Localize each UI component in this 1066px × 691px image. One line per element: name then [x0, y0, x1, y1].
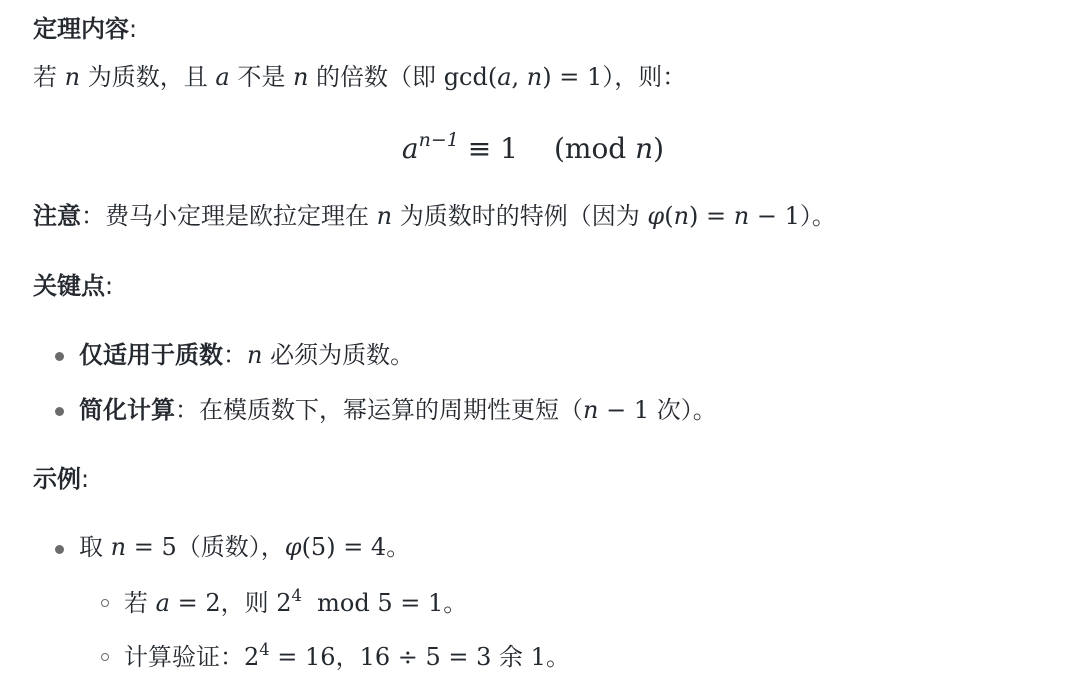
example-text: 若 [124, 589, 156, 618]
example-text: （质数）， [176, 533, 285, 561]
theorem-heading-label: 定理内容 [33, 15, 129, 43]
list-item [79, 531, 410, 565]
math-equals-2: = 2 [169, 589, 221, 618]
math-exponent: 4 [291, 586, 302, 605]
bullet-dot [55, 352, 64, 361]
math-var-a: a [155, 589, 170, 618]
example-label: 示例 [33, 465, 81, 493]
statement-text: 的倍数（即 [308, 63, 444, 91]
theorem-statement [33, 61, 686, 95]
bullet-dot [55, 545, 64, 554]
math-var-n: n [376, 202, 393, 230]
math-var-n: n [733, 202, 750, 230]
note-text: ）。 [799, 202, 836, 230]
key-points-label: 关键点 [33, 272, 105, 300]
formula-mod-close: ) [653, 131, 665, 165]
formula-congruence: ≡ 1 [458, 131, 518, 165]
math-var-n: n [673, 202, 690, 230]
statement-text: ），则： [602, 63, 687, 91]
key-points-heading [33, 270, 113, 304]
note-text: ：费马小定理是欧拉定理在 [81, 202, 377, 230]
math-var-n: n [64, 63, 81, 91]
example-heading [33, 463, 89, 497]
key-point-text: 次）。 [649, 396, 717, 424]
math-var-n: n [110, 533, 127, 561]
math-phi: φ [647, 202, 665, 230]
math-var-n: n [247, 341, 263, 369]
list-item [79, 394, 717, 428]
sub-bullet-circle [101, 599, 109, 607]
key-points-colon: : [105, 272, 114, 300]
key-point-text: ： [223, 341, 247, 369]
example-text: 。 [386, 533, 411, 561]
math-exponent: 4 [259, 640, 270, 659]
math-minus-one: − 1 [598, 396, 650, 424]
math-minus-one: − 1 [749, 202, 800, 230]
note-text: 为质数时的特例（因为 [392, 202, 648, 230]
sub-list-item [124, 639, 570, 675]
sub-list-item [124, 585, 467, 621]
list-item [79, 339, 414, 373]
example-text: 。 [545, 643, 570, 672]
math-var-n: n [526, 63, 543, 91]
fermat-formula [0, 127, 1066, 168]
example-text: 取 [79, 533, 111, 561]
statement-text: 不是 [229, 63, 293, 91]
note-paragraph [33, 200, 836, 234]
math-equals-16: = 16 [269, 643, 336, 672]
key-point-label: 仅适用于质数 [79, 341, 223, 369]
math-gcd-result: ) = 1 [542, 63, 603, 91]
math-var-a: a [497, 63, 512, 91]
formula-mod-var: n [635, 131, 654, 165]
sub-bullet-circle [101, 653, 109, 661]
statement-text: 若 [33, 63, 65, 91]
example-text: ， [335, 643, 360, 672]
math-var-n: n [583, 396, 599, 424]
formula-base: a [401, 131, 419, 165]
math-paren: ( [664, 202, 674, 230]
theorem-heading [33, 13, 137, 47]
math-remainder: 1 [530, 643, 546, 672]
math-phi: φ [284, 533, 302, 561]
math-base: 2 [244, 643, 260, 672]
example-text: 计算验证： [124, 643, 244, 672]
math-var-n: n [292, 63, 309, 91]
example-text: 。 [443, 589, 468, 618]
math-comma: , [511, 63, 527, 91]
math-mod-result: mod 5 = 1 [301, 589, 444, 618]
key-point-text: 必须为质数。 [262, 341, 415, 369]
math-base: 2 [276, 589, 292, 618]
statement-text: 为质数，且 [80, 63, 216, 91]
note-label: 注意 [33, 202, 81, 230]
math-phi-value: (5) = 4 [301, 533, 387, 561]
math-gcd: gcd( [443, 63, 498, 91]
key-point-text: ：在模质数下，幂运算的周期性更短（ [175, 396, 583, 424]
key-point-label: 简化计算 [79, 396, 175, 424]
math-division: 16 ÷ 5 = 3 [359, 643, 492, 672]
math-var-a: a [215, 63, 230, 91]
formula-mod: (mod [553, 131, 636, 165]
math-equals-5: = 5 [126, 533, 177, 561]
math-equals: ) = [689, 202, 734, 230]
example-text: 余 [491, 643, 531, 672]
example-colon: : [81, 465, 90, 493]
theorem-heading-colon: : [129, 15, 138, 43]
bullet-dot [55, 407, 64, 416]
formula-exponent: n−1 [418, 129, 459, 151]
example-text: ，则 [220, 589, 277, 618]
